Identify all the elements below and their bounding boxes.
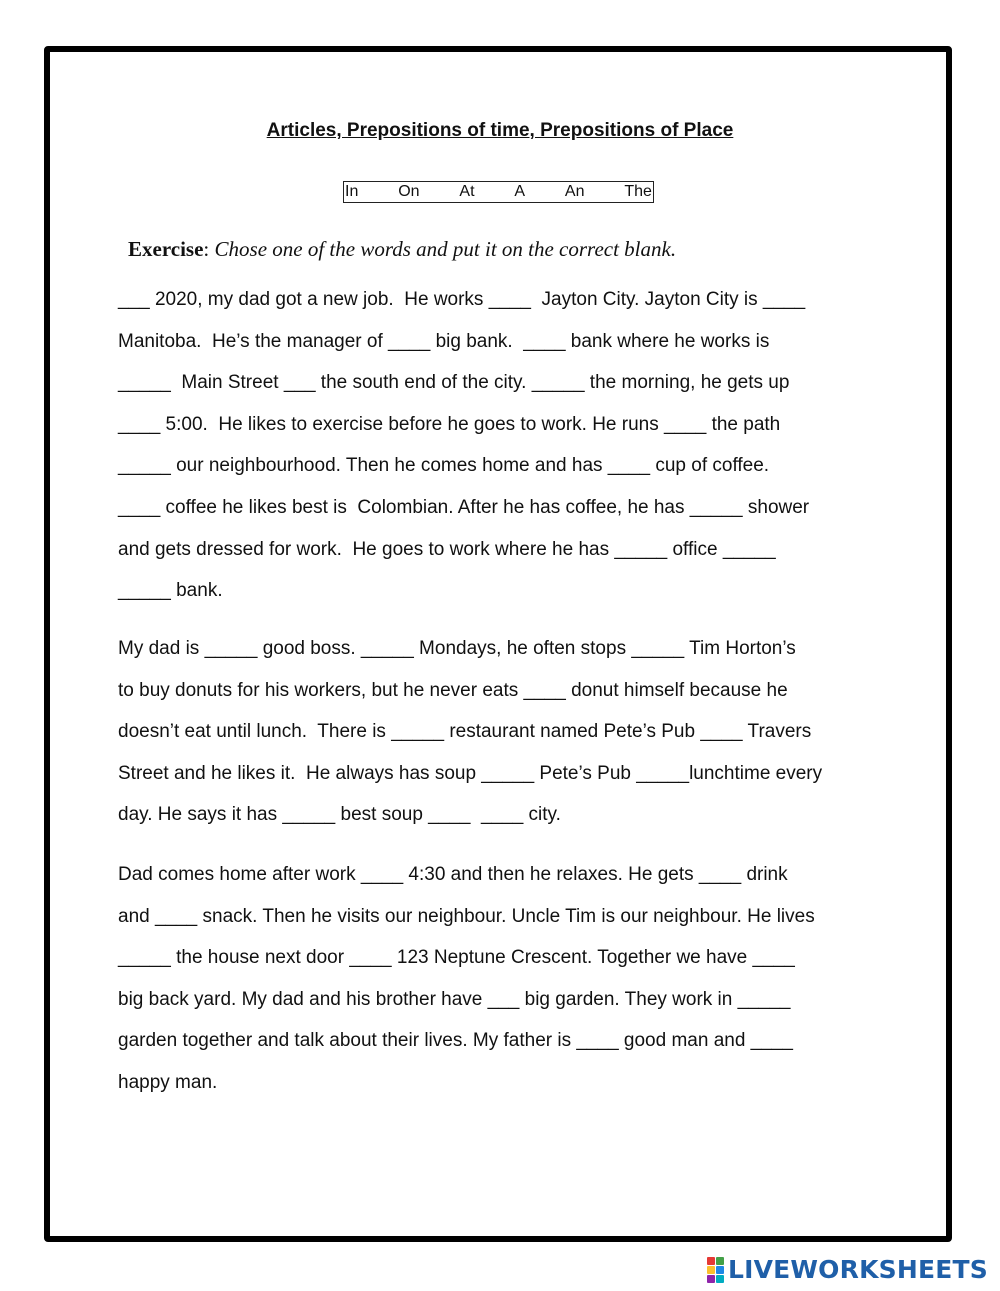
exercise-separator: : (203, 237, 215, 261)
brand-name: LIVEWORKSHEETS (727, 1255, 988, 1284)
paragraph-3 (118, 854, 898, 1104)
word-bank (343, 181, 654, 203)
paragraph-line: _____ our neighbourhood. Then he comes home and has ____ cup of coffee. (118, 455, 770, 477)
worksheet-title: Articles, Prepositions of time, Prepositions of Place (266, 120, 734, 141)
paragraph-line: to buy donuts for his workers, but he never eats ____ donut himself because he (118, 679, 788, 701)
word-bank-item: A (514, 183, 526, 200)
word-bank-item: In (345, 183, 359, 200)
paragraph-line: and gets dressed for work. He goes to work where he has _____ office _____ (118, 538, 776, 560)
paragraph-line: _____ Main Street ___ the south end of the city. _____ the morning, he gets up (118, 372, 790, 394)
paragraph-line: happy man. (118, 1071, 218, 1093)
paragraph-line: big back yard. My dad and his brother have ___ big garden. They work in _____ (118, 988, 791, 1010)
exercise-instruction (128, 237, 676, 262)
word-bank-item: At (459, 183, 475, 200)
paragraph-line: ____ coffee he likes best is Colombian. After he has coffee, he has _____ shower (118, 496, 810, 518)
paragraph-line: _____ bank. (118, 580, 223, 602)
paragraph-line: ____ 5:00. He likes to exercise before he goes to work. He runs ____ the path (118, 413, 781, 435)
paragraph-line: ___ 2020, my dad got a new job. He works ____ Jayton City. Jayton City is ____ (118, 289, 806, 310)
paragraph-line: Street and he likes it. He always has soup _____ Pete’s Pub _____lunchtime every (118, 762, 823, 784)
word-bank-item: An (564, 183, 585, 200)
paragraph-line: Dad comes home after work ____ 4:30 and then he relaxes. He gets ____ drink (118, 864, 788, 885)
exercise-label: Exercise (128, 237, 204, 261)
word-bank-item: The (624, 183, 652, 200)
paragraph-line: and ____ snack. Then he visits our neighbour. Uncle Tim is our neighbour. He lives (118, 905, 815, 927)
paragraph-line: day. He says it has _____ best soup ____ ____ city. (118, 804, 561, 826)
paragraph-2 (118, 628, 898, 836)
word-bank-item: On (398, 183, 420, 200)
liveworksheets-logo-icon (707, 1257, 724, 1283)
paragraph-line: Manitoba. He’s the manager of ____ big bank. ____ bank where he works is (118, 330, 770, 352)
paragraph-line: _____ the house next door ____ 123 Neptune Crescent. Together we have ____ (118, 947, 795, 969)
paragraph-1 (118, 279, 898, 612)
liveworksheets-brand[interactable] (707, 1255, 988, 1284)
exercise-instruction-text: Chose one of the words and put it on the correct blank. (214, 237, 677, 261)
paragraph-line: doesn’t eat until lunch. There is _____ restaurant named Pete’s Pub ____ Travers (118, 721, 812, 743)
paragraph-line: My dad is _____ good boss. _____ Mondays, he often stops _____ Tim Horton’s (118, 638, 796, 659)
paragraph-line: garden together and talk about their lives. My father is ____ good man and ____ (118, 1030, 793, 1052)
